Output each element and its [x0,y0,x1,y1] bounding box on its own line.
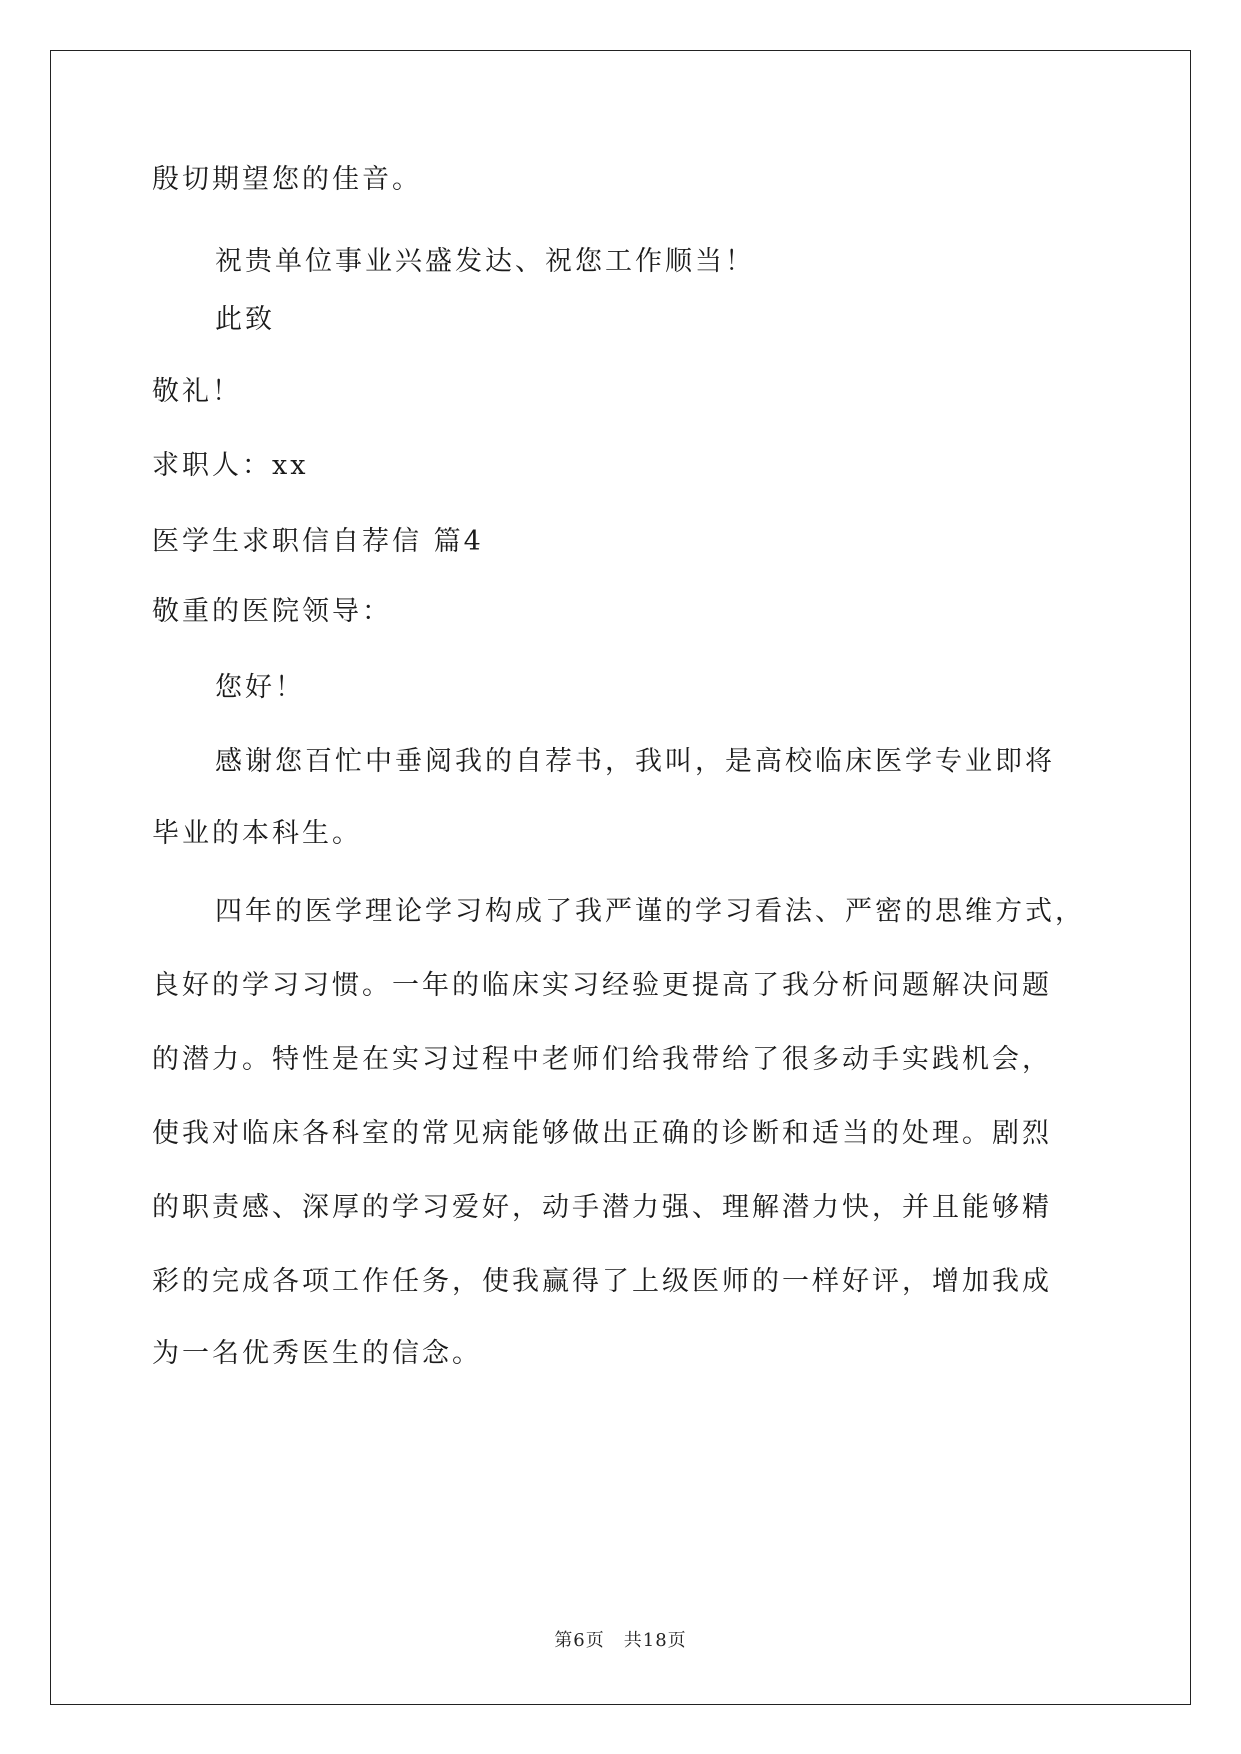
salutation: 敬重的医院领导： [152,596,392,627]
text-line: 四年的医学理论学习构成了我严谨的学习看法、严密的思维方式， [215,896,1085,927]
salutation-closing: 敬礼！ [152,376,242,407]
text-line: 的潜力。特性是在实习过程中老师们给我带给了很多动手实践机会， [152,1044,1052,1075]
greeting: 您好！ [215,672,305,703]
page-number: 第6页 共18页 [554,1630,687,1651]
text-line: 彩的完成各项工作任务，使我赢得了上级医师的一样好评，增加我成 [152,1266,1052,1297]
section-title: 医学生求职信自荐信 篇4 [152,526,484,557]
text-line: 此致 [215,304,275,335]
text-line: 为一名优秀医生的信念。 [152,1338,482,1369]
text-line: 良好的学习习惯。一年的临床实习经验更提高了我分析问题解决问题 [152,970,1052,1001]
text-line: 毕业的本科生。 [152,818,362,849]
text-line: 的职责感、深厚的学习爱好，动手潜力强、理解潜力快，并且能够精 [152,1192,1052,1223]
applicant-name: 求职人：xx [152,450,309,481]
text-line: 祝贵单位事业兴盛发达、祝您工作顺当！ [215,246,755,277]
text-line: 感谢您百忙中垂阅我的自荐书，我叫，是高校临床医学专业即将 [215,746,1055,777]
page-border [50,50,1191,1705]
text-line: 殷切期望您的佳音。 [152,164,422,195]
text-line: 使我对临床各科室的常见病能够做出正确的诊断和适当的处理。剧烈 [152,1118,1052,1149]
